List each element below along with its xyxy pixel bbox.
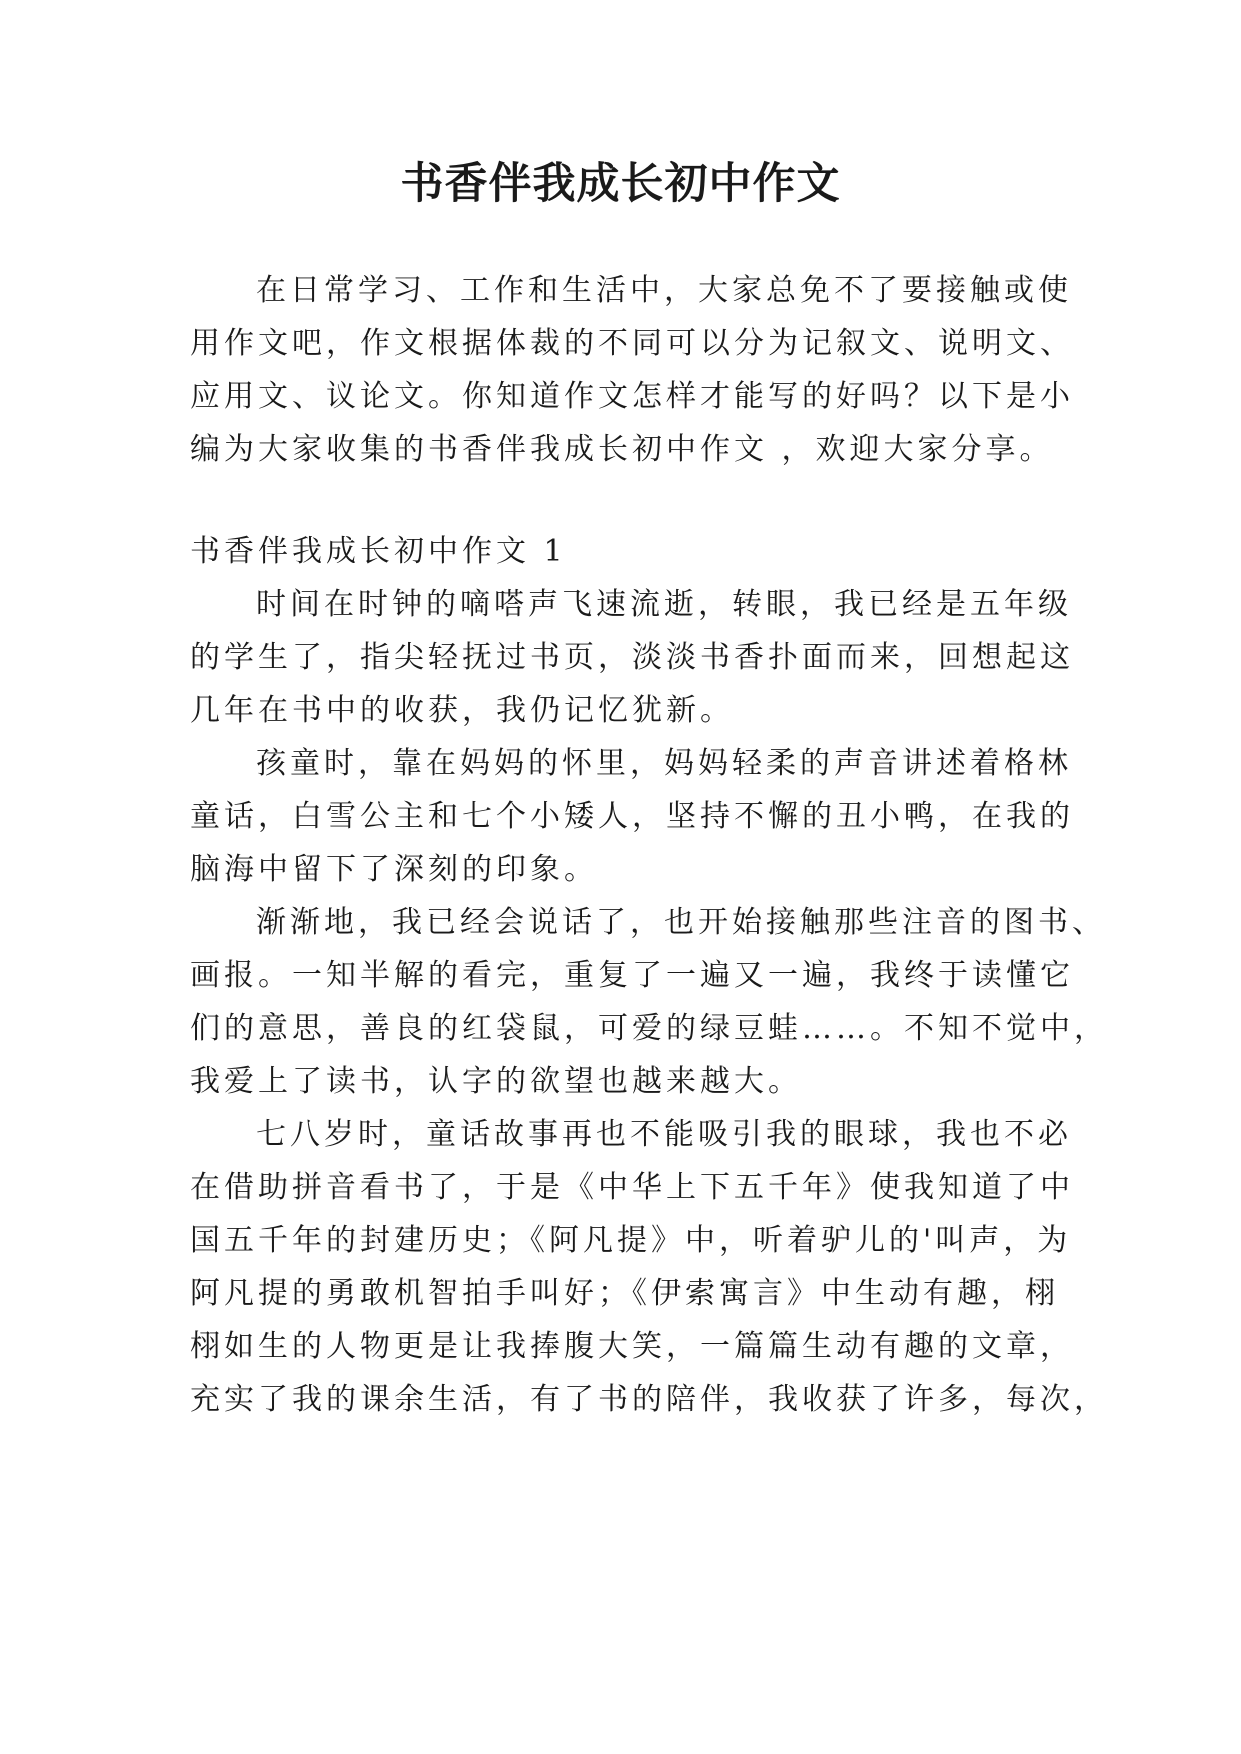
intro-line: 用作文吧，作文根据体裁的不同可以分为记叙文、说明文、 (190, 326, 1074, 361)
paragraph-line: 渐渐地，我已经会说话了，也开始接触那些注音的图书、 (256, 905, 1106, 940)
paragraph-line: 栩如生的人物更是让我捧腹大笑，一篇篇生动有趣的文章， (190, 1329, 1074, 1364)
paragraph-line: 国五千年的封建历史；《阿凡提》中，听着驴儿的'叫声，为 (190, 1223, 1072, 1258)
paragraph-line: 孩童时，靠在妈妈的怀里，妈妈轻柔的声音讲述着格林 (256, 746, 1072, 781)
page-title: 书香伴我成长初中作文 (400, 159, 841, 209)
paragraph-line: 几年在书中的收获，我仍记忆犹新。 (190, 693, 734, 728)
paragraph-line: 阿凡提的勇敢机智拍手叫好；《伊索寓言》中生动有趣，栩 (190, 1276, 1059, 1311)
paragraph-line: 时间在时钟的嘀嗒声飞速流逝，转眼，我已经是五年级 (256, 587, 1072, 622)
intro-line: 应用文、议论文。你知道作文怎样才能写的好吗？以下是小 (190, 379, 1074, 414)
paragraph-line: 童话，白雪公主和七个小矮人，坚持不懈的丑小鸭，在我的 (190, 799, 1074, 834)
paragraph-line: 在借助拼音看书了，于是《中华上下五千年》使我知道了中 (190, 1170, 1074, 1205)
paragraph-line: 的学生了，指尖轻抚过书页，淡淡书香扑面而来，回想起这 (190, 640, 1074, 675)
paragraph-line: 们的意思，善良的红袋鼠，可爱的绿豆蛙……。不知不觉中， (190, 1011, 1108, 1046)
paragraph-line: 七八岁时，童话故事再也不能吸引我的眼球，我也不必 (256, 1117, 1072, 1152)
section-heading: 书香伴我成长初中作文 1 (190, 534, 567, 569)
paragraph-line: 我爱上了读书，认字的欲望也越来越大。 (190, 1064, 802, 1099)
paragraph-line: 画报。一知半解的看完，重复了一遍又一遍，我终于读懂它 (190, 958, 1074, 993)
intro-line: 编为大家收集的书香伴我成长初中作文 ，欢迎大家分享。 (190, 432, 1054, 467)
paragraph-line: 充实了我的课余生活，有了书的陪伴，我收获了许多，每次， (190, 1382, 1108, 1417)
intro-line: 在日常学习、工作和生活中，大家总免不了要接触或使 (256, 273, 1072, 308)
paragraph-line: 脑海中留下了深刻的印象。 (190, 852, 598, 887)
